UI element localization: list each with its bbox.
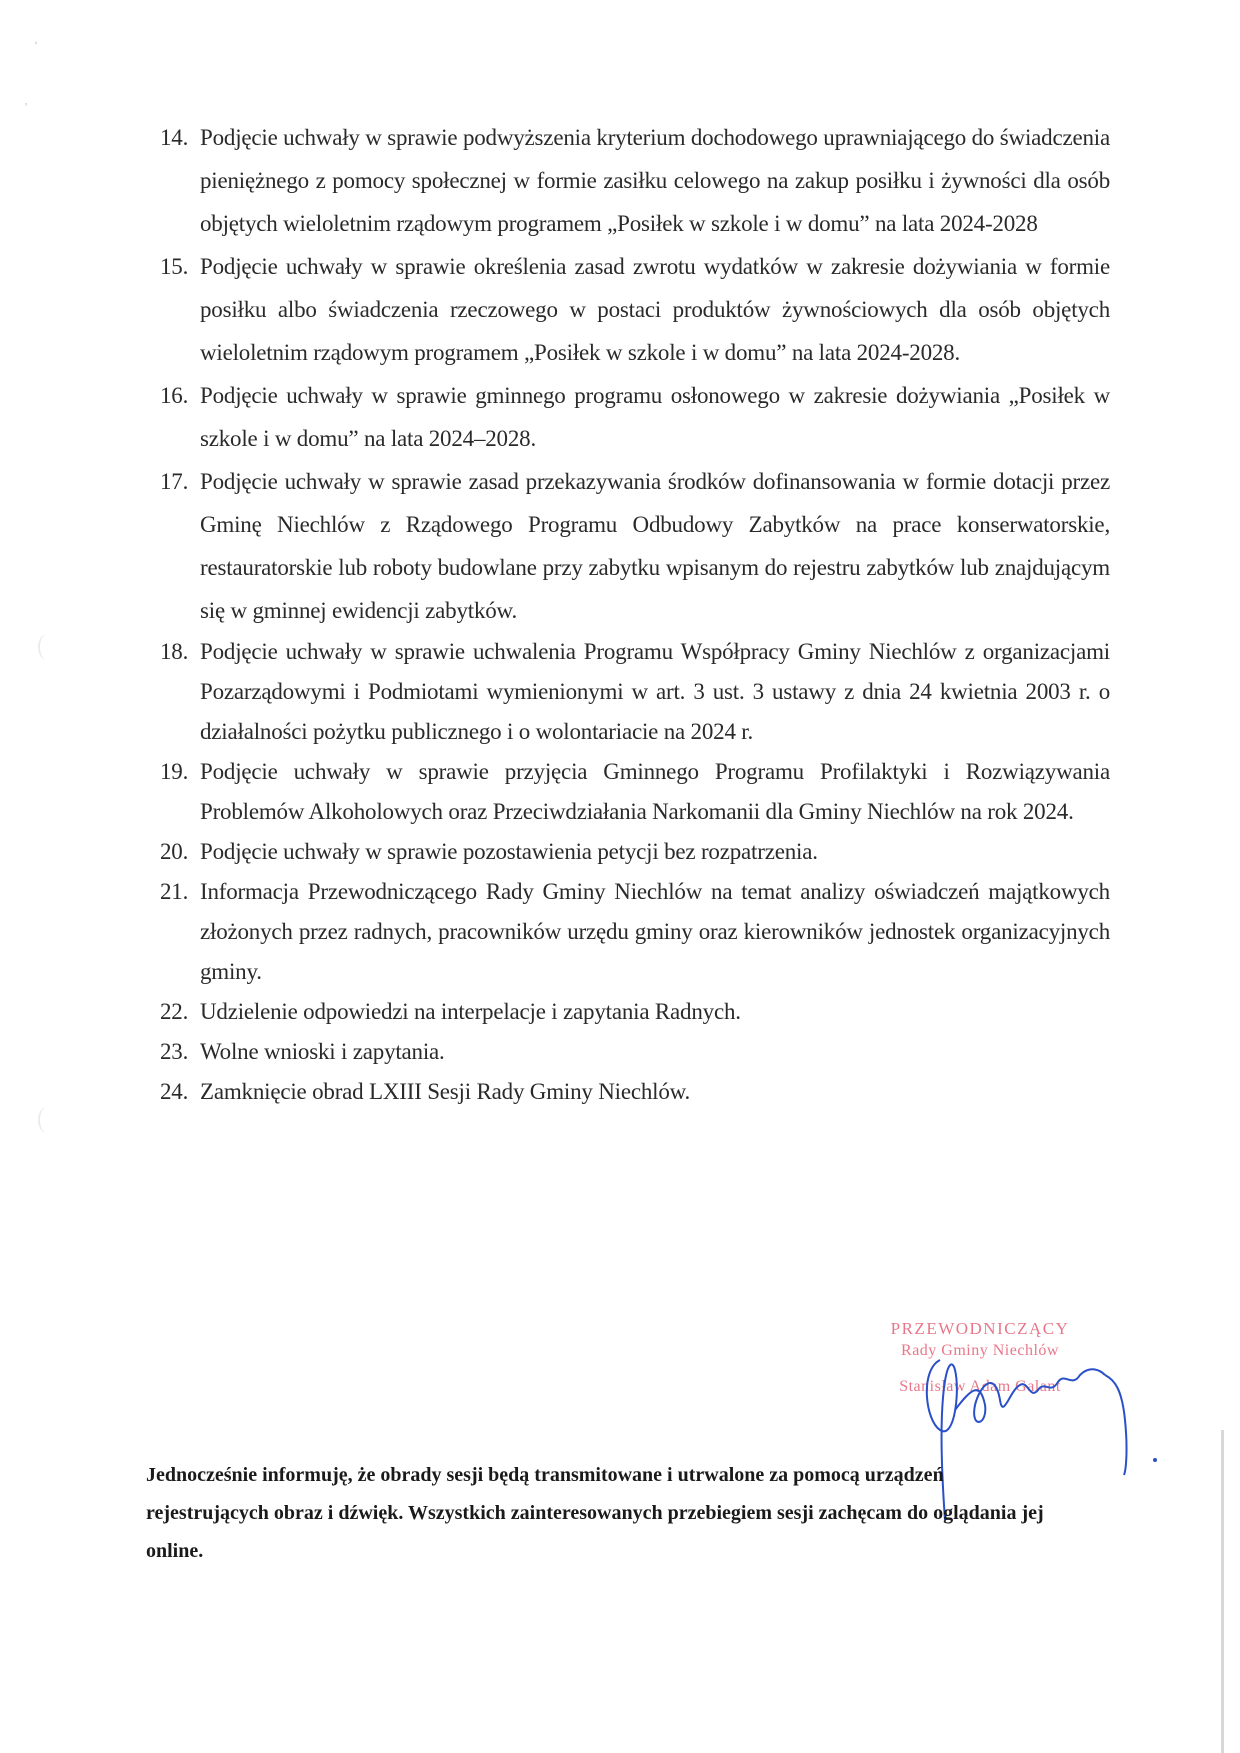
agenda-list <box>160 116 1110 1112</box>
item-text: Podjęcie uchwały w sprawie podwyższenia kryterium dochodowego uprawniającego do świadczenia pieniężnego z pomocy społecznej w formie zasiłku celowego na zakup posiłku i żywności dla osób objętych wieloletnim rządowym programem „Posiłek w szkole i w domu” na lata 2024-2028 <box>200 125 1110 236</box>
item-number: 17. <box>160 469 189 494</box>
agenda-item-20 <box>160 832 1110 872</box>
stamp-name: Stanisław Adam Galant <box>899 1378 1061 1395</box>
item-number: 22. <box>160 999 189 1024</box>
signature-dot <box>1153 1458 1157 1462</box>
punch-hole-mark <box>38 634 56 660</box>
item-number: 23. <box>160 1039 189 1064</box>
agenda-item-14 <box>160 116 1110 245</box>
signature-stroke <box>955 1369 1105 1422</box>
scan-artifact: ʻ <box>34 38 38 52</box>
item-text: Informacja Przewodniczącego Rady Gminy Niechlów na temat analizy oświadczeń majątkowych złożonych przez radnych, pracowników urzędu gminy oraz kierowników jednostek organizacyjnych gminy. <box>200 879 1110 984</box>
agenda-item-15 <box>160 245 1110 374</box>
scan-edge-line <box>1221 1430 1224 1753</box>
item-number: 15. <box>160 254 189 279</box>
item-text: Udzielenie odpowiedzi na interpelacje i zapytania Radnych. <box>200 999 741 1024</box>
agenda-item-16 <box>160 374 1110 460</box>
agenda-item-18 <box>160 632 1110 752</box>
item-text: Wolne wnioski i zapytania. <box>200 1039 445 1064</box>
item-number: 18. <box>160 639 189 664</box>
stamp-title: PRZEWODNICZĄCY <box>890 1319 1070 1338</box>
item-text: Podjęcie uchwały w sprawie przyjęcia Gminnego Programu Profilaktyki i Rozwiązywania Problemów Alkoholowych oraz Przeciwdziałania Narkomanii dla Gminy Niechlów na rok 2024. <box>200 759 1110 824</box>
agenda-item-21 <box>160 872 1110 992</box>
item-text: Podjęcie uchwały w sprawie zasad przekazywania środków dofinansowania w formie dotacji przez Gminę Niechlów z Rządowego Programu Odbudowy Zabytków na prace konserwatorskie, restauratorskie lub roboty budowlane przy zabytku wpisanym do rejestru zabytków lub znajdującym się w gminnej ewidencji zabytków. <box>200 469 1110 623</box>
item-number: 24. <box>160 1079 189 1104</box>
session-broadcast-notice: Jednocześnie informuję, że obrady sesji będą transmitowane i utrwalone za pomocą urządzeń rejestrujących obraz i dźwięk. Wszystkich zainteresowanych przebiegiem sesji zachęcam do oglądania jej online. <box>146 1464 1044 1562</box>
item-number: 14. <box>160 125 189 150</box>
agenda-item-22 <box>160 992 1110 1032</box>
stamp-body: Rady Gminy Niechlów <box>901 1342 1059 1359</box>
agenda-item-17 <box>160 460 1110 632</box>
item-text: Podjęcie uchwały w sprawie uchwalenia Programu Współpracy Gminy Niechlów z organizacjami Pozarządowymi i Podmiotami wymienionymi w art. 3 ust. 3 ustawy z dnia 24 kwietnia 2003 r. o działalności pożytku publicznego i o wolontariacie na 2024 r. <box>200 639 1110 744</box>
signature-stroke <box>1105 1375 1127 1475</box>
item-number: 19. <box>160 759 189 784</box>
item-text: Podjęcie uchwały w sprawie pozostawienia petycji bez rozpatrzenia. <box>200 839 818 864</box>
item-text: Podjęcie uchwały w sprawie określenia zasad zwrotu wydatków w zakresie dożywiania w formie posiłku albo świadczenia rzeczowego w postaci produktów żywnościowych dla osób objętych wieloletnim rządowym programem „Posiłek w szkole i w domu” na lata 2024-2028. <box>200 254 1110 365</box>
scan-artifact: ʼ <box>24 100 28 114</box>
item-number: 21. <box>160 879 189 904</box>
item-text: Zamknięcie obrad LXIII Sesji Rady Gminy Niechlów. <box>200 1079 691 1104</box>
punch-hole-mark <box>38 1107 56 1133</box>
item-text: Podjęcie uchwały w sprawie gminnego programu osłonowego w zakresie dożywiania „Posiłek w szkole i w domu” na lata 2024–2028. <box>200 383 1110 451</box>
item-number: 16. <box>160 383 189 408</box>
agenda-item-23 <box>160 1032 1110 1072</box>
item-number: 20. <box>160 839 189 864</box>
agenda-item-24 <box>160 1072 1110 1112</box>
agenda-item-19 <box>160 752 1110 832</box>
